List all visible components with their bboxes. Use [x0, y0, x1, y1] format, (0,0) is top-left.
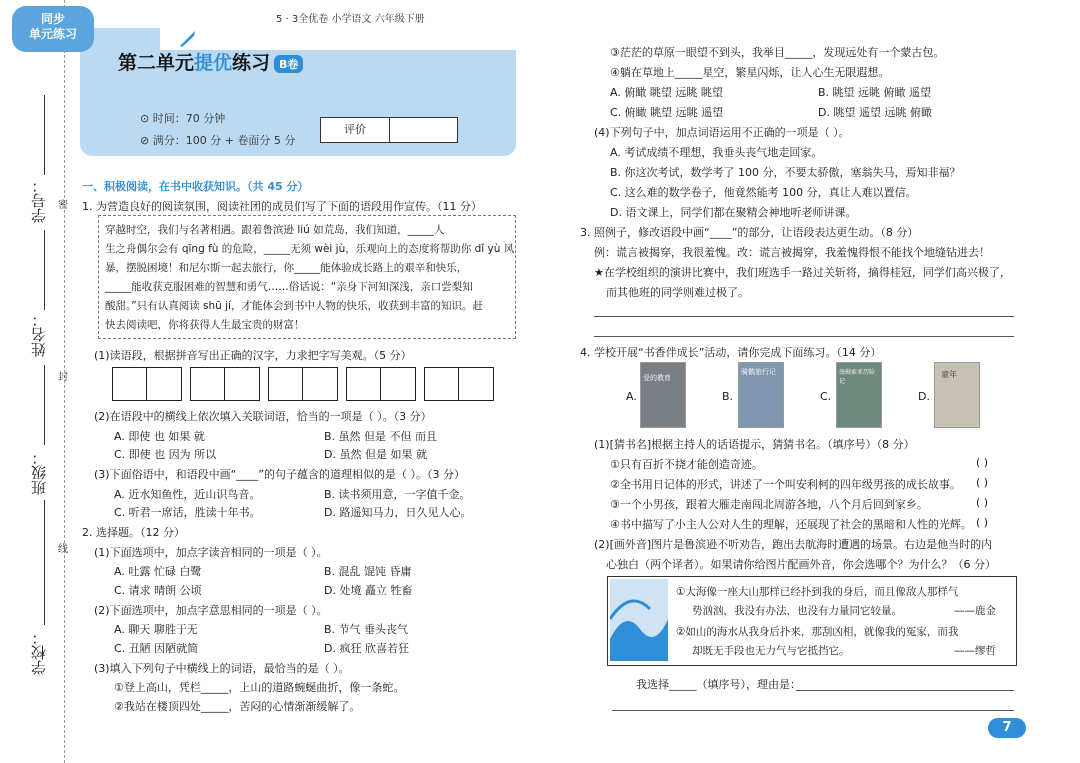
- title-highlight: 提优: [194, 52, 233, 74]
- book-title-c: 汤姆索亚历险记: [839, 369, 876, 385]
- option-b[interactable]: B. 眺望 远眺 俯瞰 遥望: [818, 86, 932, 99]
- score-text: 满分：100 分 + 卷面分 5 分: [152, 134, 296, 147]
- option-a[interactable]: A. 考试成绩不理想，我垂头丧气地走回家。: [610, 146, 823, 159]
- student-id-label: 学号：: [30, 178, 48, 223]
- option-d[interactable]: D. 路遥知马力，日久见人心。: [324, 506, 472, 519]
- question-2-2: (2)下面选项中，加点字意思相同的一项是（ ）。: [94, 604, 328, 617]
- book-title-b: 骑鹅旅行记: [741, 368, 776, 376]
- class-line[interactable]: [44, 365, 45, 445]
- passage-line: 暴，摆脱困境！和尼尔斯一起去旅行，你_____能体验成长路上的艰辛和快乐，: [105, 262, 468, 274]
- book-meta: 5 · 3全优卷 小学语文 六年级下册: [276, 14, 425, 25]
- option-c[interactable]: C. 丑陋 因陋就简: [114, 642, 199, 655]
- passage-line: 酸甜。”只有认真阅读 shū jí，才能体会到书中人物的快乐，收获到丰富的知识。赶: [105, 300, 483, 312]
- title-badge: B卷: [274, 55, 303, 73]
- option-d[interactable]: D. 疯狂 欣喜若狂: [324, 642, 409, 655]
- title-post: 练习: [232, 52, 271, 74]
- wave-illustration: [610, 579, 668, 661]
- quote-2-author: ——缪哲: [954, 645, 996, 657]
- book-label-a: A.: [626, 390, 637, 403]
- pinyin-answer-box[interactable]: [112, 367, 182, 401]
- option-b[interactable]: B. 节气 垂头丧气: [324, 623, 409, 636]
- question-3: 3. 照例子，修改语段中画“____”的部分，让语段表达更生动。（8 分）: [580, 226, 919, 239]
- question-4-1: (1)[猜书名]根据主持人的话语提示，猜猜书名。（填序号）（8 分）: [594, 438, 915, 451]
- section-1-heading: 一、积极阅读，在书中收获知识。（共 45 分）: [82, 180, 309, 193]
- question-4-2-cont: 心独白（两个译者）。如果请你给图片配画外音，你会选哪个？为什么？（6 分）: [606, 558, 996, 571]
- question-3-task-cont: 而其他班的同学则难过极了。: [606, 286, 749, 299]
- hint-3: ③一个小男孩，跟着大雁走南闯北周游各地，八个月后回到家乡。: [610, 498, 928, 511]
- book-cover-c: [836, 362, 882, 428]
- answer-line[interactable]: [594, 336, 1014, 337]
- school-line[interactable]: [44, 500, 45, 625]
- option-c[interactable]: C. 请求 晴朗 公顷: [114, 584, 202, 597]
- option-a[interactable]: A. 俯瞰 眺望 远眺 眺望: [610, 86, 723, 99]
- book-label-d: D.: [918, 390, 930, 403]
- question-2-4: (4)下列句子中，加点词语运用不正确的一项是（ ）。: [594, 126, 850, 139]
- book-cover-b: [738, 362, 784, 428]
- quote-2-line-1: ②如山的海水从我身后扑来，那刮凶相，就像我的冤家，而我: [676, 626, 959, 638]
- option-c[interactable]: C. 听君一席话，胜读十年书。: [114, 506, 261, 519]
- rocket-badge-icon: [178, 30, 196, 48]
- option-c[interactable]: C. 即使 也 因为 所以: [114, 448, 217, 461]
- pinyin-answer-box[interactable]: [424, 367, 494, 401]
- sentence-1: ①登上高山，凭栏_____，上山的道路蜿蜒曲折，像一条蛇。: [114, 681, 405, 694]
- badge-line1: 同步: [40, 12, 65, 26]
- name-label: 姓名：: [30, 312, 48, 357]
- class-label: 班级：: [30, 450, 48, 495]
- option-a[interactable]: A. 聊天 聊胜于无: [114, 623, 198, 636]
- sentence-4: ④躺在草地上_____星空，繁星闪烁，让人心生无限遐想。: [610, 66, 890, 79]
- book-title-a: 爱的教育: [643, 374, 671, 382]
- option-d[interactable]: D. 处境 矗立 牲畜: [324, 584, 413, 597]
- sentence-2: ②我站在楼顶四处_____，苦闷的心情渐渐缓解了。: [114, 700, 361, 713]
- question-2-1: (1)下面选项中，加点字读音相同的一项是（ ）。: [94, 546, 328, 559]
- option-c[interactable]: C. 这么难的数学卷子，他竟然能考 100 分，真让人难以置信。: [610, 186, 917, 199]
- question-2: 2. 选择题。（12 分）: [82, 526, 185, 539]
- pinyin-answer-box[interactable]: [268, 367, 338, 401]
- passage-line: 穿越时空，我们与名著相遇。跟着鲁滨逊 liú 如荒岛，我们知道，_____人: [105, 224, 445, 236]
- answer-paren[interactable]: ( ): [976, 516, 989, 529]
- title-pre: 第二单元: [118, 52, 195, 74]
- header-meta-bar: [160, 28, 516, 50]
- option-b[interactable]: B. 混乱 馄饨 昏庸: [324, 565, 412, 578]
- question-4: 4. 学校开展“书香伴成长”活动，请你完成下面练习。（14 分）: [580, 346, 882, 359]
- seal-char-1: 密: [58, 200, 68, 211]
- passage-line: _____能收获克服困难的智慧和勇气……俗话说：“亲身下河知深浅，亲口尝梨知: [105, 281, 473, 293]
- book-title-d: 童年: [941, 370, 957, 379]
- passage-line: 快去阅读吧，你将获得人生最宝贵的财富！: [105, 319, 305, 331]
- student-id-line[interactable]: [44, 95, 45, 175]
- reading-passage: [98, 215, 516, 339]
- book-cover-d: [934, 362, 980, 428]
- pinyin-answer-box[interactable]: [190, 367, 260, 401]
- badge-line2: 单元练习: [28, 27, 77, 41]
- seal-char-2: 封: [58, 372, 68, 383]
- option-a[interactable]: A. 近水知鱼性，近山识鸟音。: [114, 488, 261, 501]
- score-info: [140, 132, 295, 148]
- quote-1-author: ——鹿金: [954, 605, 996, 617]
- name-line[interactable]: [44, 230, 45, 310]
- question-1-1: (1)读语段，根据拼音写出正确的汉字，力求把字写美观。（5 分）: [94, 349, 412, 362]
- question-3-task: ★在学校组织的演讲比赛中，我们班选手一路过关斩将，摘得桂冠，同学们高兴极了，: [594, 266, 1011, 279]
- unit-practice-badge: [12, 6, 94, 52]
- book-label-b: B.: [722, 390, 734, 403]
- sentence-3: ③茫茫的草原一眼望不到头，我举目_____，发现远处有一个蒙古包。: [610, 46, 945, 59]
- passage-line: 生之舟偶尔会有 qīng fù 的危险，_____无须 wèi jù，乐观向上的态度将帮助你 dǐ yù 风: [105, 243, 515, 255]
- check-icon: ⊘: [140, 134, 153, 147]
- question-3-example: 例：谎言被揭穿，我很羞愧。改：谎言被揭穿，我羞愧得恨不能找个地缝钻进去！: [594, 246, 990, 259]
- hint-4: ④书中描写了小主人公对人生的理解，还展现了社会的黑暗和人性的光辉。: [610, 518, 972, 531]
- time-text: 时间：70 分钟: [152, 112, 226, 125]
- page-number: 7: [988, 718, 1026, 738]
- answer-paren[interactable]: ( ): [976, 476, 989, 489]
- school-label: 学校：: [30, 630, 48, 675]
- clock-icon: ⊙: [140, 112, 153, 125]
- time-info: [140, 110, 225, 126]
- option-b[interactable]: B. 你这次考试，数学考了 100 分，不要太骄傲，塞翁失马，焉知非福？: [610, 166, 961, 179]
- hint-2: ②全书用日记体的形式，讲述了一个叫安利柯的四年级男孩的成长故事。: [610, 478, 961, 491]
- choose-prompt: 我选择_____（填序号），理由是：: [636, 678, 801, 691]
- question-1: 1. 为营造良好的阅读氛围，阅读社团的成员们写了下面的语段用作宣传。（11 分）: [82, 200, 482, 213]
- option-d[interactable]: D. 语文课上，同学们都在聚精会神地听老师讲课。: [610, 206, 857, 219]
- question-1-2: (2)在语段中的横线上依次填入关联词语，恰当的一项是（ ）。（3 分）: [94, 410, 432, 423]
- question-4-2: (2)[画外音]图片是鲁滨逊不听劝告，跑出去航海时遭遇的场景。右边是他当时的内: [594, 538, 993, 551]
- quote-2-line-2: 却既无手段也无力气与它抵挡它。: [692, 645, 850, 657]
- option-a[interactable]: A. 即使 也 如果 就: [114, 430, 205, 443]
- option-a[interactable]: A. 吐露 忙碌 白鹭: [114, 565, 202, 578]
- hint-1: ①只有百折不挠才能创造奇迹。: [610, 458, 763, 471]
- question-1-3: (3)下面俗语中，和语段中画“____”的句子蕴含的道理相似的是（ ）。（3 分）: [94, 468, 465, 481]
- answer-line[interactable]: [612, 710, 1014, 711]
- answer-paren[interactable]: ( ): [976, 496, 989, 509]
- seal-char-3: 线: [58, 544, 68, 555]
- option-d[interactable]: D. 虽然 但是 如果 就: [324, 448, 427, 461]
- option-c[interactable]: C. 俯瞰 眺望 远眺 遥望: [610, 106, 724, 119]
- page-title: [118, 48, 303, 75]
- quote-1-line-1: ①大海像一座大山那样已经扑到我的身后，而且像敌人那样气: [676, 586, 959, 598]
- pinyin-answer-box[interactable]: [346, 367, 416, 401]
- book-cover-a: [640, 362, 686, 428]
- option-b[interactable]: B. 读书须用意，一字值千金。: [324, 488, 471, 501]
- question-2-3: (3)填入下列句子中横线上的词语，最恰当的是（ ）。: [94, 662, 350, 675]
- book-label-c: C.: [820, 390, 832, 403]
- option-b[interactable]: B. 虽然 但是 不但 而且: [324, 430, 438, 443]
- option-d[interactable]: D. 眺望 遥望 远眺 俯瞰: [818, 106, 932, 119]
- answer-line[interactable]: [796, 690, 1014, 691]
- eval-label: 评价: [321, 118, 390, 142]
- quote-1-line-2: 势汹汹，我没有办法，也没有力量同它较量。: [692, 605, 902, 617]
- answer-line[interactable]: [594, 316, 1014, 317]
- answer-paren[interactable]: ( ): [976, 456, 989, 469]
- evaluation-box[interactable]: [320, 117, 458, 143]
